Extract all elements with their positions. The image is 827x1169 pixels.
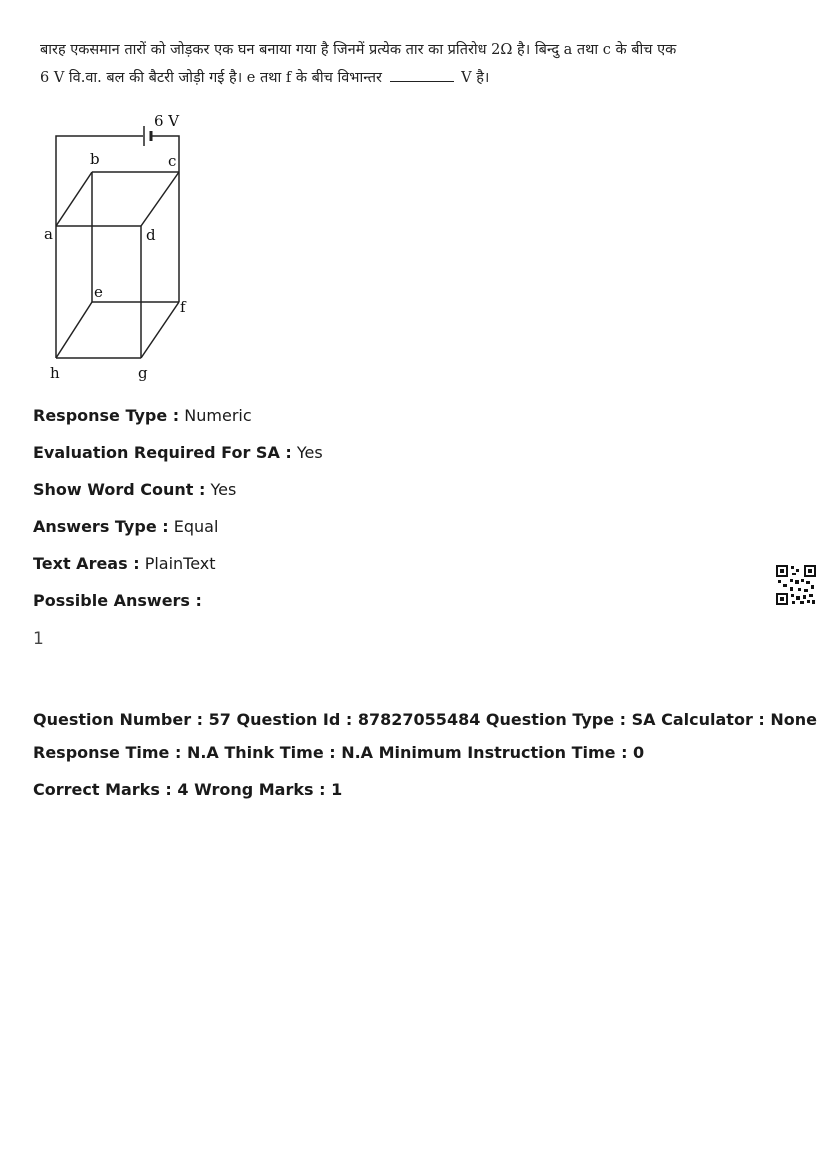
vertex-b: b [90, 150, 100, 168]
question-text [40, 36, 677, 92]
edge-g-f [141, 302, 179, 358]
response-type-value: Numeric [184, 406, 252, 425]
word-count-label: Show Word Count : [33, 480, 206, 499]
edge-d-c [141, 172, 179, 226]
text-areas-label: Text Areas : [33, 554, 140, 573]
edge-a-b [56, 172, 92, 226]
qr-code-icon [776, 565, 816, 605]
vertex-g: g [138, 364, 148, 382]
word-count-value: Yes [210, 480, 237, 499]
evaluation-row [33, 443, 323, 463]
answers-type-label: Answers Type : [33, 517, 169, 536]
question-header-line: Question Number : 57 Question Id : 87827055484 Question Type : SA Calculator : None [33, 710, 817, 729]
response-time-line: Response Time : N.A Think Time : N.A Minimum Instruction Time : 0 [33, 743, 645, 762]
response-type-label: Response Type : [33, 406, 180, 425]
possible-answer-value: 1 [33, 629, 44, 649]
question-line-2 [40, 64, 640, 92]
marks-line: Correct Marks : 4 Wrong Marks : 1 [33, 780, 343, 799]
question-line-2-start: 6 V वि.वा. बल की बैटरी जोड़ी गई है। e तथा f के बीच विभान्तर [40, 70, 382, 86]
text-areas-row [33, 554, 216, 574]
vertex-h: h [50, 364, 60, 382]
vertex-f: f [180, 298, 186, 316]
question-line-2-end: V है। [461, 70, 490, 86]
answers-type-row [33, 517, 218, 537]
battery-symbol [144, 126, 151, 146]
possible-answers-row [33, 591, 202, 611]
possible-answers-label: Possible Answers : [33, 591, 202, 610]
word-count-row [33, 480, 236, 500]
vertex-d: d [146, 226, 156, 244]
cube-circuit-figure [36, 106, 206, 390]
vertex-e: e [94, 283, 103, 301]
battery-label: 6 V [154, 112, 180, 130]
evaluation-label: Evaluation Required For SA : [33, 443, 292, 462]
answers-type-value: Equal [173, 517, 219, 536]
question-line-1: बारह एकसमान तारों को जोड़कर एक घन बनाया गया है जिनमें प्रत्येक तार का प्रतिरोध 2Ω है। बिन्दु a तथा c के बीच एक [40, 42, 677, 58]
response-type-row [33, 406, 252, 426]
edge-h-e [56, 302, 92, 358]
cube-diagram [36, 106, 206, 386]
answer-blank [390, 67, 454, 82]
evaluation-value: Yes [296, 443, 323, 462]
vertex-a: a [44, 225, 53, 243]
vertex-c: c [168, 152, 177, 170]
text-areas-value: PlainText [144, 554, 216, 573]
